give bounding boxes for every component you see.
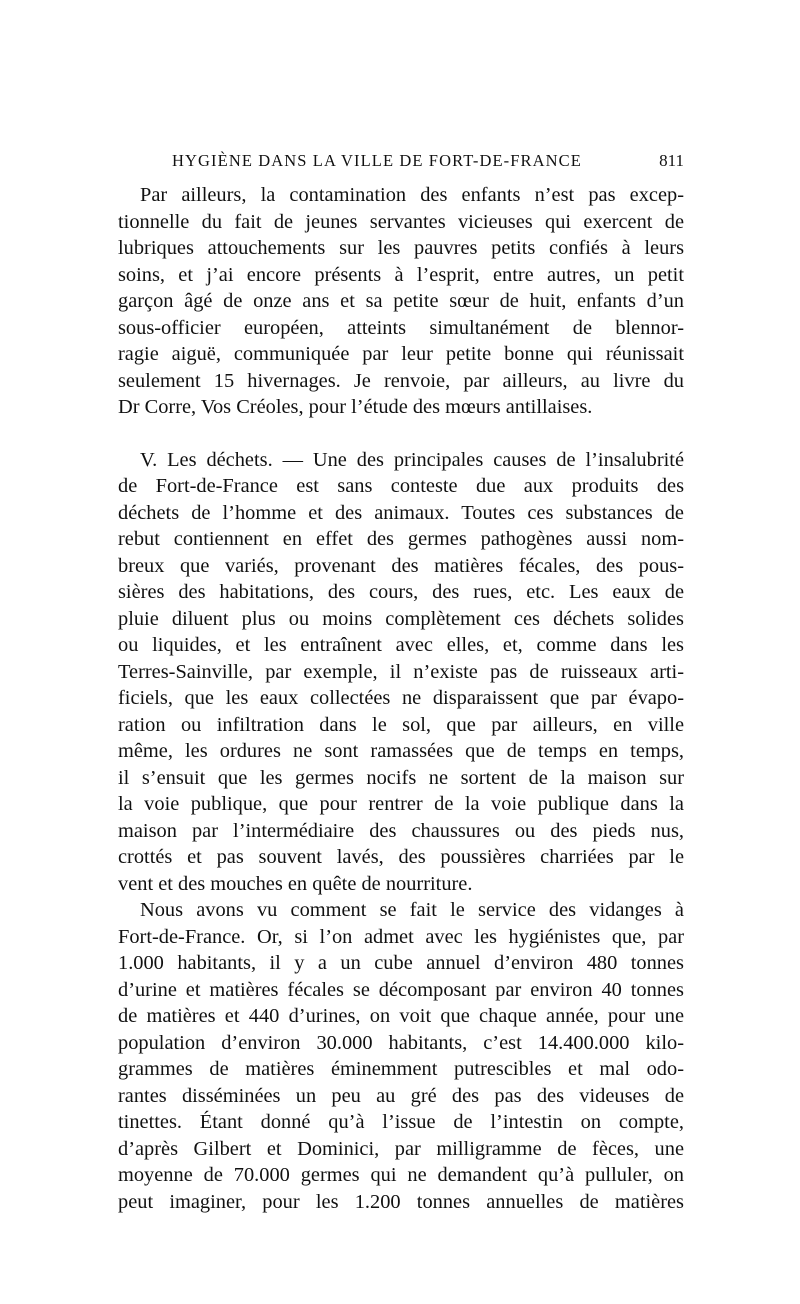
paragraph-les-dechets <box>118 447 684 898</box>
text-line: peut imaginer, pour les 1.200 tonnes annuelles de matières <box>118 1190 684 1213</box>
text-line: de Fort-de-France est sans conteste due aux produits des <box>118 475 684 497</box>
text-line: ragie aiguë, communiquée par leur petite bonne qui réunissait <box>118 343 684 365</box>
text-line: Nous avons vu comment se fait le service des vidanges à <box>140 899 684 921</box>
body-text <box>118 182 684 1215</box>
text-line: la voie publique, que pour rentrer de la voie publique dans la <box>118 793 684 815</box>
text-line: rantes disséminées un peu au gré des pas des videuses de <box>118 1084 684 1107</box>
text-line: crottés et pas souvent lavés, des poussières charriées par le <box>118 846 684 868</box>
text-line: ration ou infiltration dans le sol, que par ailleurs, en ville <box>118 713 684 736</box>
text-line: pluie diluent plus ou moins complètement ces déchets solides <box>118 607 684 630</box>
text-line: tinettes. Étant donné qu’à l’issue de l’intestin on compte, <box>118 1111 684 1133</box>
text-line: breux que variés, provenant des matières fécales, des pous- <box>118 554 684 577</box>
text-line: maison par l’intermédiaire des chaussures ou des pieds nus, <box>118 819 684 842</box>
paragraph-contamination <box>118 182 684 421</box>
text-line: déchets de l’homme et des animaux. Toutes ces substances de <box>118 501 684 524</box>
text-line: d’urine et matières fécales se décomposant par environ 40 tonnes <box>118 978 684 1001</box>
text-line: de matières et 440 d’urines, on voit que chaque année, pour une <box>118 1005 684 1027</box>
text-line: tionnelle du fait de jeunes servantes vicieuses qui exercent de <box>118 210 684 233</box>
running-title: HYGIÈNE DANS LA VILLE DE FORT-DE-FRANCE <box>172 151 582 170</box>
text-line: d’après Gilbert et Dominici, par milligramme de fèces, une <box>118 1137 684 1160</box>
section-gap <box>118 421 684 447</box>
text-line: seulement 15 hivernages. Je renvoie, par ailleurs, au livre du <box>118 369 684 392</box>
text-line: il s’ensuit que les germes nocifs ne sortent de la maison sur <box>118 766 684 789</box>
text-line: V. Les déchets. — Une des principales causes de l’insalubrité <box>140 448 684 471</box>
text-line: Terres-Sainville, par exemple, il n’existe pas de ruisseaux arti- <box>118 660 684 683</box>
text-line: lubriques attouchements sur les pauvres petits confiés à leurs <box>118 237 684 259</box>
text-line: Fort-de-France. Or, si l’on admet avec les hygiénistes que, par <box>118 925 684 948</box>
text-line: même, les ordures ne sont ramassées que de temps en temps, <box>118 740 684 762</box>
text-line: 1.000 habitants, il y a un cube annuel d’environ 480 tonnes <box>118 952 684 974</box>
text-line: ou liquides, et les entraînent avec elles, et, comme dans les <box>118 634 684 656</box>
paragraph-vidanges <box>118 897 684 1215</box>
text-line: garçon âgé de onze ans et sa petite sœur de huit, enfants d’un <box>118 290 684 312</box>
text-line: vent et des mouches en quête de nourriture. <box>118 872 473 895</box>
page-number: 811 <box>659 151 684 170</box>
text-line: ficiels, que les eaux collectées ne disparaissent que par évapo- <box>118 687 684 709</box>
text-line: Dr Corre, Vos Créoles, pour l’étude des mœurs antillaises. <box>118 396 593 418</box>
text-line: sières des habitations, des cours, des rues, etc. Les eaux de <box>118 581 684 603</box>
text-line: rebut contiennent en effet des germes pathogènes aussi nom- <box>118 528 684 550</box>
running-head <box>118 151 684 175</box>
text-line: grammes de matières éminemment putrescibles et mal odo- <box>118 1058 684 1080</box>
text-line: soins, et j’ai encore présents à l’esprit, entre autres, un petit <box>118 263 684 286</box>
text-line: sous-officier européen, atteints simultanément de blennor- <box>118 316 684 339</box>
text-line: population d’environ 30.000 habitants, c’est 14.400.000 kilo- <box>118 1031 684 1054</box>
text-line: moyenne de 70.000 germes qui ne demandent qu’à pulluler, on <box>118 1164 684 1186</box>
text-line: Par ailleurs, la contamination des enfants n’est pas excep- <box>140 184 684 206</box>
